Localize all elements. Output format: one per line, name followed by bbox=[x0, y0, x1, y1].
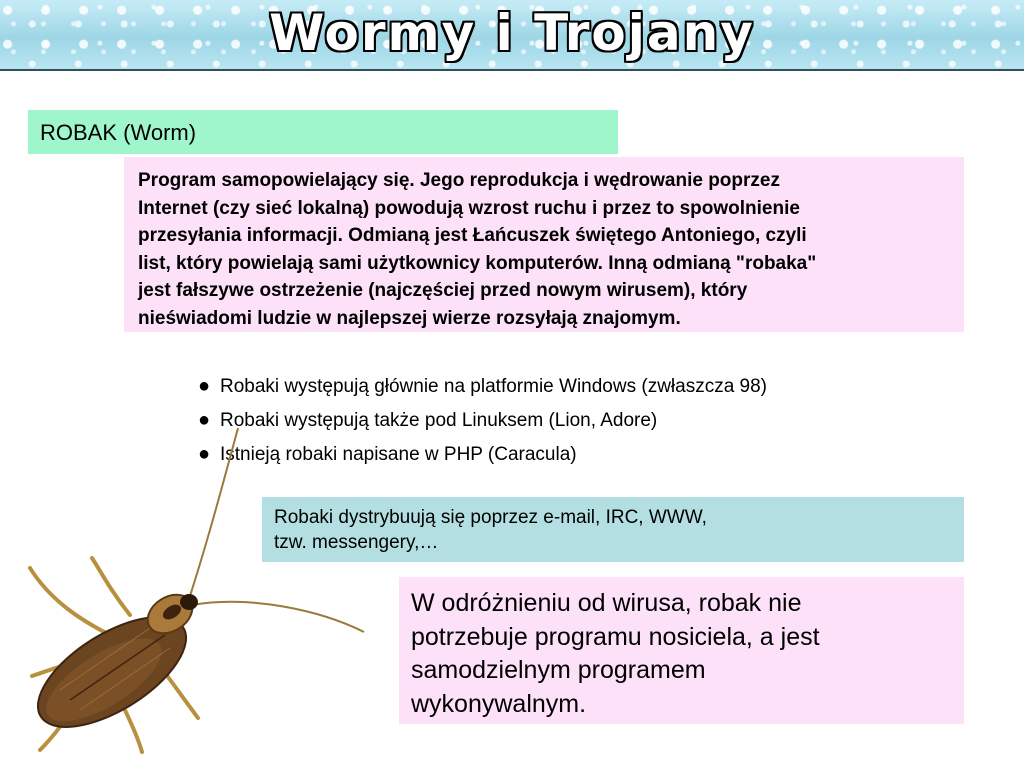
definition-line: Program samopowielający się. Jego reprodukcja i wędrowanie poprzez bbox=[138, 170, 780, 191]
bullet-text: Istnieją robaki napisane w PHP (Caracula) bbox=[220, 444, 577, 465]
bullet-icon: ● bbox=[198, 375, 211, 397]
bullet-icon: ● bbox=[198, 443, 211, 465]
difference-line: W odróżnieniu od wirusa, robak nie bbox=[411, 589, 802, 617]
bullet-icon: ● bbox=[198, 409, 211, 431]
definition-line: nieświadomi ludzie w najlepszej wierze rozsyłają znajomym. bbox=[138, 307, 681, 329]
worm-heading-box bbox=[28, 110, 618, 154]
difference-line: potrzebuje programu nosiciela, a jest bbox=[411, 622, 820, 651]
worm-definition-box bbox=[124, 157, 964, 332]
definition-line: Internet (czy sieć lokalną) powodują wzrost ruchu i przez to spowolnienie bbox=[138, 197, 800, 219]
definition-line: przesyłania informacji. Odmianą jest Łańcuszek świętego Antoniego, czyli bbox=[138, 225, 807, 246]
distribution-line: Robaki dystrybuują się poprzez e-mail, IRC, WWW, bbox=[274, 507, 707, 528]
difference-line: wykonywalnym. bbox=[411, 689, 587, 718]
difference-box bbox=[399, 577, 964, 724]
definition-line: list, który powielają sami użytkownicy komputerów. Inną odmianą "robaka" bbox=[138, 252, 817, 274]
worm-heading: ROBAK (Worm) bbox=[40, 120, 197, 145]
definition-line: jest fałszywe ostrzeżenie (najczęściej przed nowym wirusem), który bbox=[138, 280, 748, 301]
slide-title: Wormy i Trojany bbox=[269, 4, 755, 62]
bullet-text: Robaki występują także pod Linuksem (Lion, Adore) bbox=[220, 410, 658, 431]
difference-line: samodzielnym programem bbox=[411, 656, 706, 684]
bullet-text: Robaki występują głównie na platformie Windows (zwłaszcza 98) bbox=[220, 376, 768, 397]
distribution-line: tzw. messengery,… bbox=[274, 532, 439, 553]
cockroach-icon bbox=[0, 400, 400, 768]
